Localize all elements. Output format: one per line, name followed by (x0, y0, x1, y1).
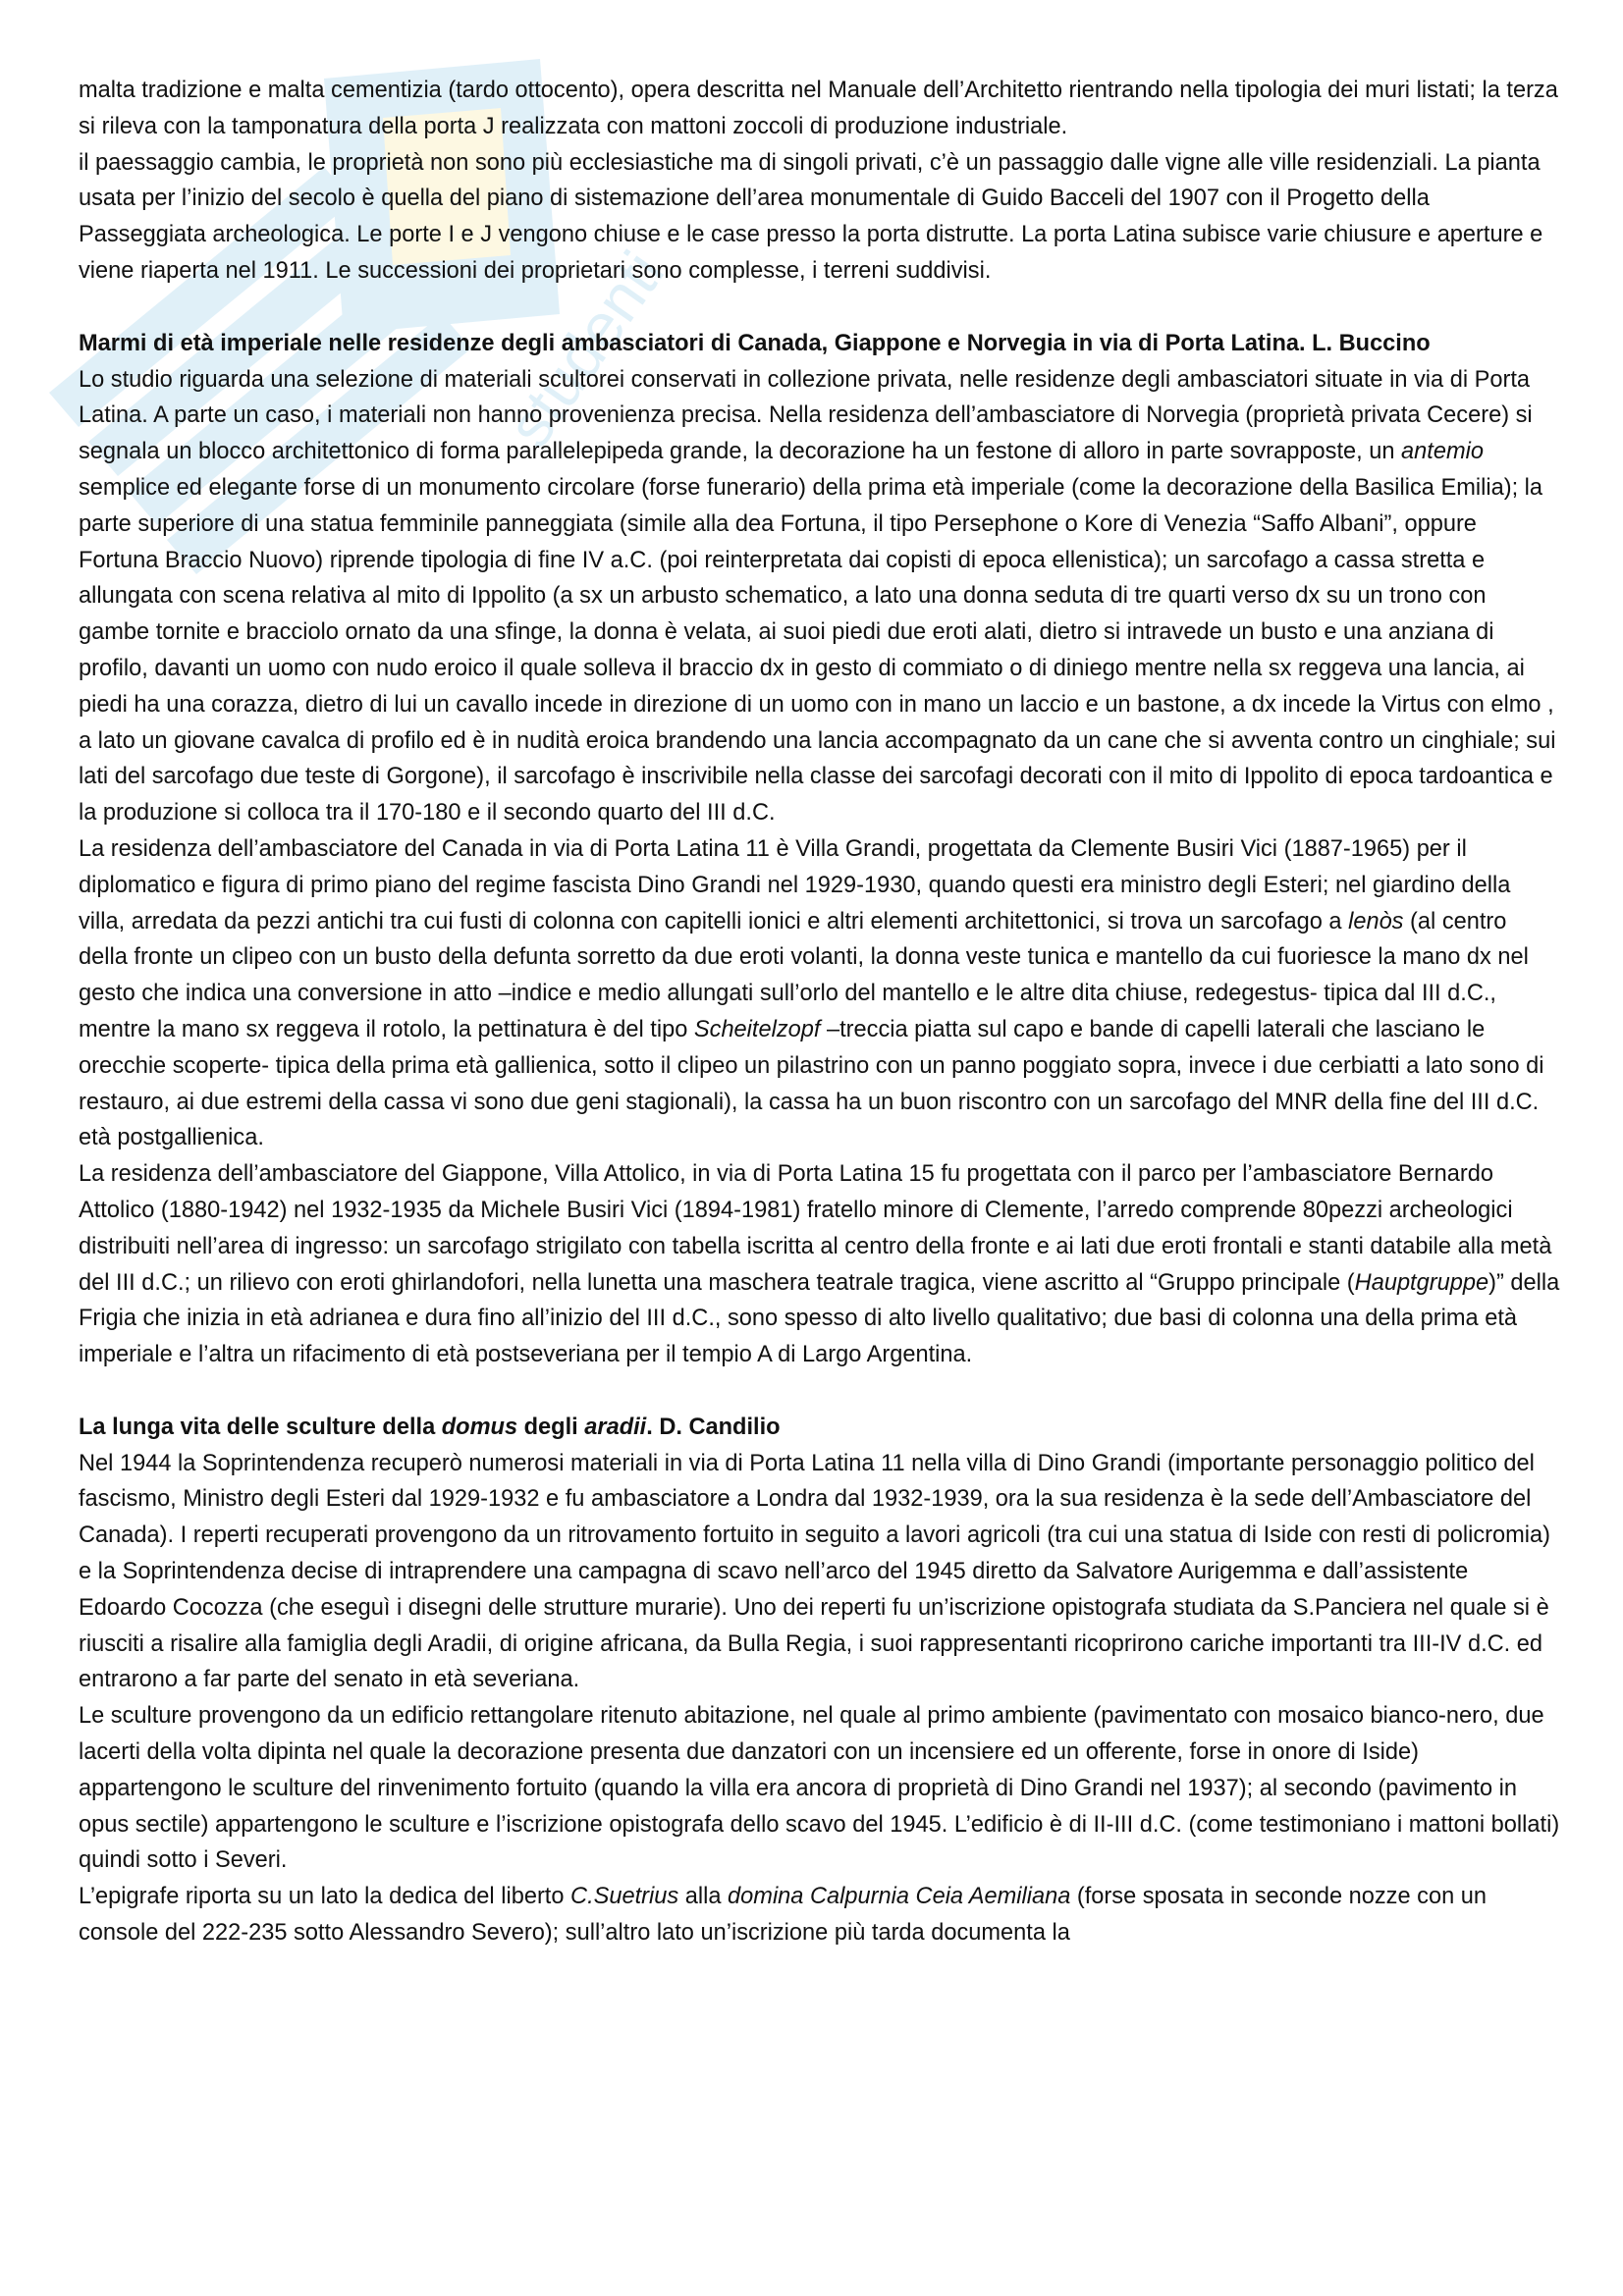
text-run: malta tradizione e malta cementizia (tardo ottocento), opera descritta nel Manuale dell’Architetto rientrando nella tipologia dei muri listati; la terza si rileva con la tamponatura della porta J realizzata con mattoni zoccoli di produzione industriale. (79, 78, 1558, 139)
paragraph (79, 1698, 1561, 1879)
text-run: Marmi di età imperiale nelle residenze degli ambasciatori di Canada, Giappone e Norvegia in via di Porta Latina. L. Buccino (79, 330, 1431, 356)
text-run: )” della Frigia che inizia in età adrianea e dura fino all’inizio del III d.C., sono spesso di alto livello qualitativo; due basi di colonna una della prima età imperiale e l’altra un rifacimento di età postseveriana per il tempio A di Largo Argentina. (79, 1269, 1560, 1368)
text-run: –treccia piatta sul capo e bande di capelli laterali che lasciano le orecchie scoperte- tipica della prima età gallienica, sotto il clipeo un pilastrino con un panno poggiato sopra, invece i due cerbiatti a lato sono di restauro, ai due estremi della cassa vi sono due geni stagionali), la cassa ha un buon riscontro con un sarcofago del MNR della fine del III d.C. età postgallienica. (79, 1016, 1544, 1151)
paragraph (79, 831, 1561, 1156)
paragraph (79, 73, 1561, 145)
italic-text-run: C.Suetrius (570, 1884, 679, 1910)
text-run: . D. Candilio (646, 1414, 781, 1440)
text-run: il paessaggio cambia, le proprietà non sono più ecclesiastiche ma di singoli privati, c’è un passaggio dalle vigne alle ville residenziali. La pianta usata per l’inizio del secolo è quella del piano di sistemazione dell’area monumentale di Guido Bacceli del 1907 con il Progetto della Passeggiata archeologica. Le porte I e J vengono chiuse e le case presso la porta distrutte. La porta Latina subisce varie chiusure e aperture e viene riaperta nel 1911. Le successioni dei proprietari sono complesse, i terreni suddivisi. (79, 149, 1543, 284)
paragraph (79, 1156, 1561, 1373)
text-run: degli (517, 1414, 585, 1440)
italic-text-run: lenòs (1348, 908, 1404, 934)
italic-text-run: aradii (584, 1414, 647, 1440)
text-run: Le sculture provengono da un edificio rettangolare ritenuto abitazione, nel quale al primo ambiente (pavimentato con mosaico bianco-nero, due lacerti della volta dipinta nel quale la decorazione presenta due danzatori con un incensiere ed un offerente, forse in onore di Iside) appartengono le sculture del rinvenimento fortuito (quando la villa era ancora di proprietà di Dino Grandi nel 1937); al secondo (pavimento in opus sectile) appartengono le sculture e l’iscrizione opistografa dello scavo del 1945. L’edificio è di II-III d.C. (come testimoniano i mattoni bollati) quindi sotto i Severi. (79, 1703, 1560, 1874)
paragraph (79, 1446, 1561, 1699)
section-spacer (79, 290, 1561, 326)
text-run: La lunga vita delle sculture della (79, 1414, 442, 1440)
italic-text-run: antemio (1401, 439, 1484, 465)
italic-text-run: domus (441, 1414, 518, 1440)
italic-text-run: domina Calpurnia Ceia Aemiliana (728, 1884, 1071, 1910)
text-run: (al centro della fronte un clipeo con un busto della defunta sorretto da due eroti volanti, la donna veste tunica e mantello da cui fuoriesce la mano dx nel gesto che indica una conversione in atto –indice e medio allungati sull’orlo del mantello e le altre dita chiuse, redegestus- tipica dal III d.C., mentre la mano sx reggeva il rotolo, la pettinatura è del tipo (79, 908, 1529, 1042)
text-run: La residenza dell’ambasciatore del Giappone, Villa Attolico, in via di Porta Latina 15 fu progettata con il parco per l’ambasciatore Bernardo Attolico (1880-1942) nel 1932-1935 da Michele Busiri Vici (1894-1981) fratello minore di Clemente, l’arredo comprende 80pezzi archeologici distribuiti nell’area di ingresso: un sarcofago strigilato con tabella iscritta al centro della fronte e ai lati due eroti frontali e stanti databile alla metà del III d.C.; un rilievo con eroti ghirlandofori, nella lunetta una maschera teatrale tragica, viene ascritto al “Gruppo principale ( (79, 1161, 1552, 1296)
document-body (79, 73, 1561, 1951)
paragraph (79, 145, 1561, 290)
paragraph (79, 362, 1561, 831)
section-spacer (79, 1373, 1561, 1410)
paragraph (79, 1879, 1561, 1951)
text-run: (forse sposata in seconde nozze con un console del 222-235 sotto Alessandro Severo); sull’altro lato un’iscrizione più tarda documenta la (79, 1884, 1487, 1947)
text-run: semplice ed elegante forse di un monumento circolare (forse funerario) della prima età imperiale (come la decorazione della Basilica Emilia); la parte superiore di una statua femminile panneggiata (simile alla dea Fortuna, il tipo Persephone o Kore di Venezia “Saffo Albani”, oppure Fortuna Braccio Nuovo) riprende tipologia di fine IV a.C. (poi reinterpretata dai copisti di epoca ellenistica); un sarcofago a cassa stretta e allungata con scena relativa al mito di Ippolito (a sx un arbusto schematico, a lato una donna seduta di tre quarti verso dx su un trono con gambe tornite e bracciolo ornato da una sfinge, la donna è velata, ai suoi piedi due eroti alati, dietro si intravede un busto e una anziana di profilo, davanti un uomo con nudo eroico il quale solleva il braccio dx in gesto di commiato o di diniego mentre nella sx reggeva una lancia, ai piedi ha una corazza, dietro di lui un cavallo incede in direzione di un uomo con in mano un laccio e un bastone, a dx incede la Virtus con elmo , a lato un giovane cavalca di profilo ed è in nudità eroica brandendo una lancia accompagnato da un cane che si avventa contro un cinghiale; sui lati del sarcofago due teste di Gorgone), il sarcofago è inscrivibile nella classe dei sarcofagi decorati con il mito di Ippolito di epoca tardoantica e la produzione si colloca tra il 170-180 e il secondo quarto del III d.C. (79, 474, 1556, 827)
text-run: La residenza dell’ambasciatore del Canada in via di Porta Latina 11 è Villa Grandi, progettata da Clemente Busiri Vici (1887-1965) per il diplomatico e figura di primo piano del regime fascista Dino Grandi nel 1929-1930, quando questi era ministro degli Esteri; nel giardino della villa, arredata da pezzi antichi tra cui fusti di colonna con capitelli ionici e altri elementi architettonici, si trova un sarcofago a (79, 835, 1511, 934)
text-run: alla (678, 1884, 729, 1910)
section-heading (79, 326, 1561, 362)
section-heading (79, 1410, 1561, 1446)
text-run: Nel 1944 la Soprintendenza recuperò numerosi materiali in via di Porta Latina 11 nella villa di Dino Grandi (importante personaggio politico del fascismo, Ministro degli Esteri dal 1929-1932 e fu ambasciatore a Londra dal 1932-1939, ora la sua residenza è la sede dell’Ambasciatore del Canada). I reperti recuperati provengono da un ritrovamento fortuito in seguito a lavori agricoli (tra cui una statua di Iside con resti di policromia) e la Soprintendenza decise di intraprendere una campagna di scavo nell’arco del 1945 diretto da Salvatore Aurigemma e dall’assistente Edoardo Cocozza (che eseguì i disegni delle strutture murarie). Uno dei reperti fu un’iscrizione opistografa studiata da S.Panciera nel quale si è riusciti a risalire alla famiglia degli Aradii, di origine africana, da Bulla Regia, i suoi rappresentanti ricoprirono cariche importanti tra III-IV d.C. ed entrarono a far parte del senato in età severiana. (79, 1450, 1550, 1693)
italic-text-run: Hauptgruppe (1354, 1269, 1489, 1296)
watermark-text: studenti (493, 239, 678, 460)
text-run: Lo studio riguarda una selezione di materiali scultorei conservati in collezione privata, nelle residenze degli ambasciatori situate in via di Porta Latina. A parte un caso, i materiali non hanno provenienza precisa. Nella residenza dell’ambasciatore di Norvegia (proprietà privata Cecere) si segnala un blocco architettonico di forma parallelepipeda grande, la decorazione ha un festone di alloro in parte sovrapposte, un (79, 366, 1533, 465)
text-run: L’epigrafe riporta su un lato la dedica del liberto (79, 1884, 571, 1910)
italic-text-run: Scheitelzopf (693, 1016, 821, 1042)
